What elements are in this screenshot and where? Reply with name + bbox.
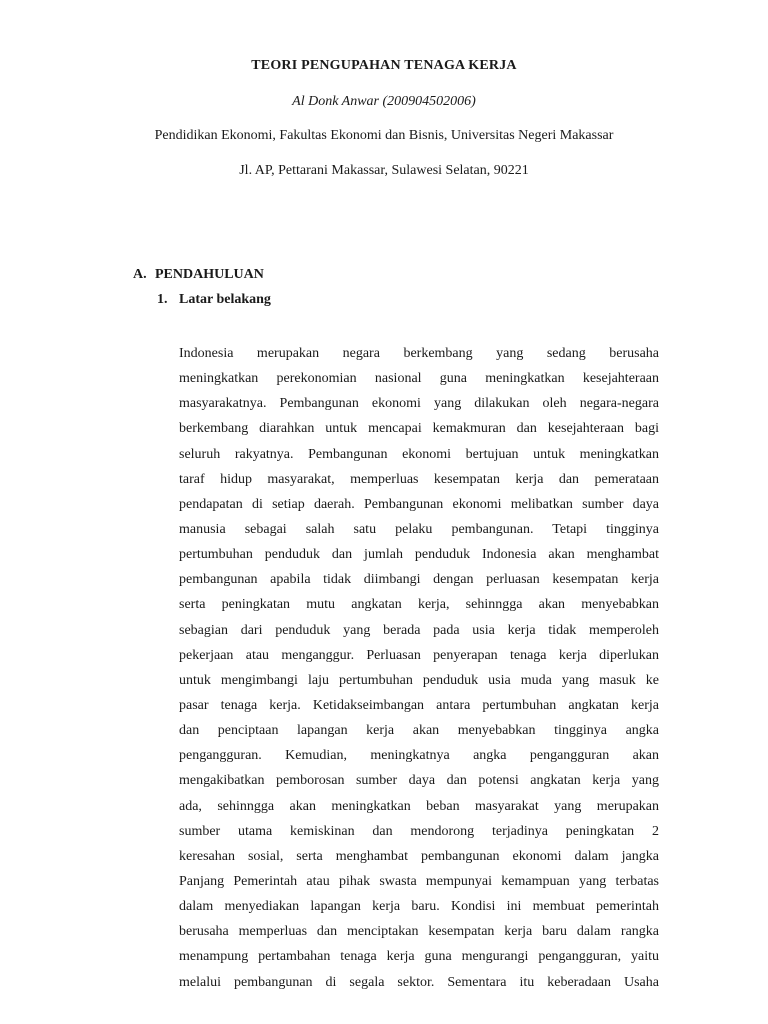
section-heading [133, 266, 264, 284]
body-line: melalui pembangunan di segala sektor. Sementara itu keberadaan Usaha [179, 974, 659, 990]
body-line: serta peningkatan mutu angkatan kerja, sehinngga akan menyebabkan [179, 597, 659, 613]
body-line: berkembang diarahkan untuk mencapai kemakmuran dan kesejahteraan bagi [179, 421, 659, 437]
body-line: berusaha memperluas dan menciptakan kesempatan kerja baru dalam rangka [179, 924, 659, 940]
body-line: mengakibatkan pemborosan sumber daya dan potensi angkatan kerja yang [179, 773, 659, 789]
body-line: Indonesia merupakan negara berkembang yang sedang berusaha [179, 346, 659, 361]
body-line: pendapatan di setiap daerah. Pembangunan ekonomi melibatkan sumber daya [179, 496, 659, 512]
body-line: pekerjaan atau menganggur. Perluasan penyerapan tenaga kerja diperlukan [179, 647, 659, 663]
paper-address: Jl. AP, Pettarani Makassar, Sulawesi Selatan, 90221 [239, 163, 529, 178]
body-line: meningkatkan perekonomian nasional guna meningkatkan kesejahteraan [179, 371, 659, 387]
body-line: pembangunan apabila tidak diimbangi dengan perluasan kesempatan kerja [179, 572, 659, 588]
subsection-title: Latar belakang [179, 292, 271, 307]
body-line: keresahan sosial, serta menghambat pembangunan ekonomi dalam jangka [179, 848, 659, 864]
body-line: masyarakatnya. Pembangunan ekonomi yang dilakukan oleh negara-negara [179, 396, 659, 412]
body-line: Panjang Pemerintah atau pihak swasta mempunyai kemampuan yang terbatas [179, 873, 659, 889]
body-line: seluruh rakyatnya. Pembangunan ekonomi bertujuan untuk meningkatkan [179, 446, 659, 462]
paper-author: Al Donk Anwar (200904502006) [292, 94, 476, 109]
body-line: dan penciptaan lapangan kerja akan menyebabkan tingginya angka [179, 723, 659, 739]
body-line: sebagian dari penduduk yang berada pada usia kerja tidak memperoleh [179, 622, 659, 638]
subsection-heading [157, 291, 271, 309]
body-line: untuk mengimbangi laju pertumbuhan penduduk usia muda yang masuk ke [179, 672, 659, 688]
body-line: dalam menyediakan lapangan kerja baru. Kondisi ini membuat pemerintah [179, 899, 659, 915]
body-line: ada, sehinngga akan meningkatkan beban masyarakat yang merupakan [179, 798, 659, 814]
subsection-number: 1. [157, 292, 168, 307]
body-line: menampung pertambahan tenaga kerja guna mengurangi pengangguran, yaitu [179, 949, 659, 965]
body-line: sumber utama kemiskinan dan mendorong terjadinya peningkatan 2 [179, 823, 659, 839]
body-paragraph [179, 341, 659, 995]
body-line: manusia sebagai salah satu pelaku pembangunan. Tetapi tingginya [179, 521, 659, 537]
body-line: pasar tenaga kerja. Ketidakseimbangan antara pertumbuhan angkatan kerja [179, 697, 659, 713]
section-letter: A. [133, 267, 147, 282]
body-line: pertumbuhan penduduk dan jumlah penduduk Indonesia akan menghambat [179, 547, 659, 563]
paper-affiliation: Pendidikan Ekonomi, Fakultas Ekonomi dan Bisnis, Universitas Negeri Makassar [154, 128, 614, 143]
paper-title: TEORI PENGUPAHAN TENAGA KERJA [251, 58, 517, 73]
body-line: taraf hidup masyarakat, memperluas kesempatan kerja dan pemerataan [179, 471, 659, 487]
body-line: pengangguran. Kemudian, meningkatnya angka pengangguran akan [179, 748, 659, 764]
section-title: PENDAHULUAN [155, 267, 264, 282]
